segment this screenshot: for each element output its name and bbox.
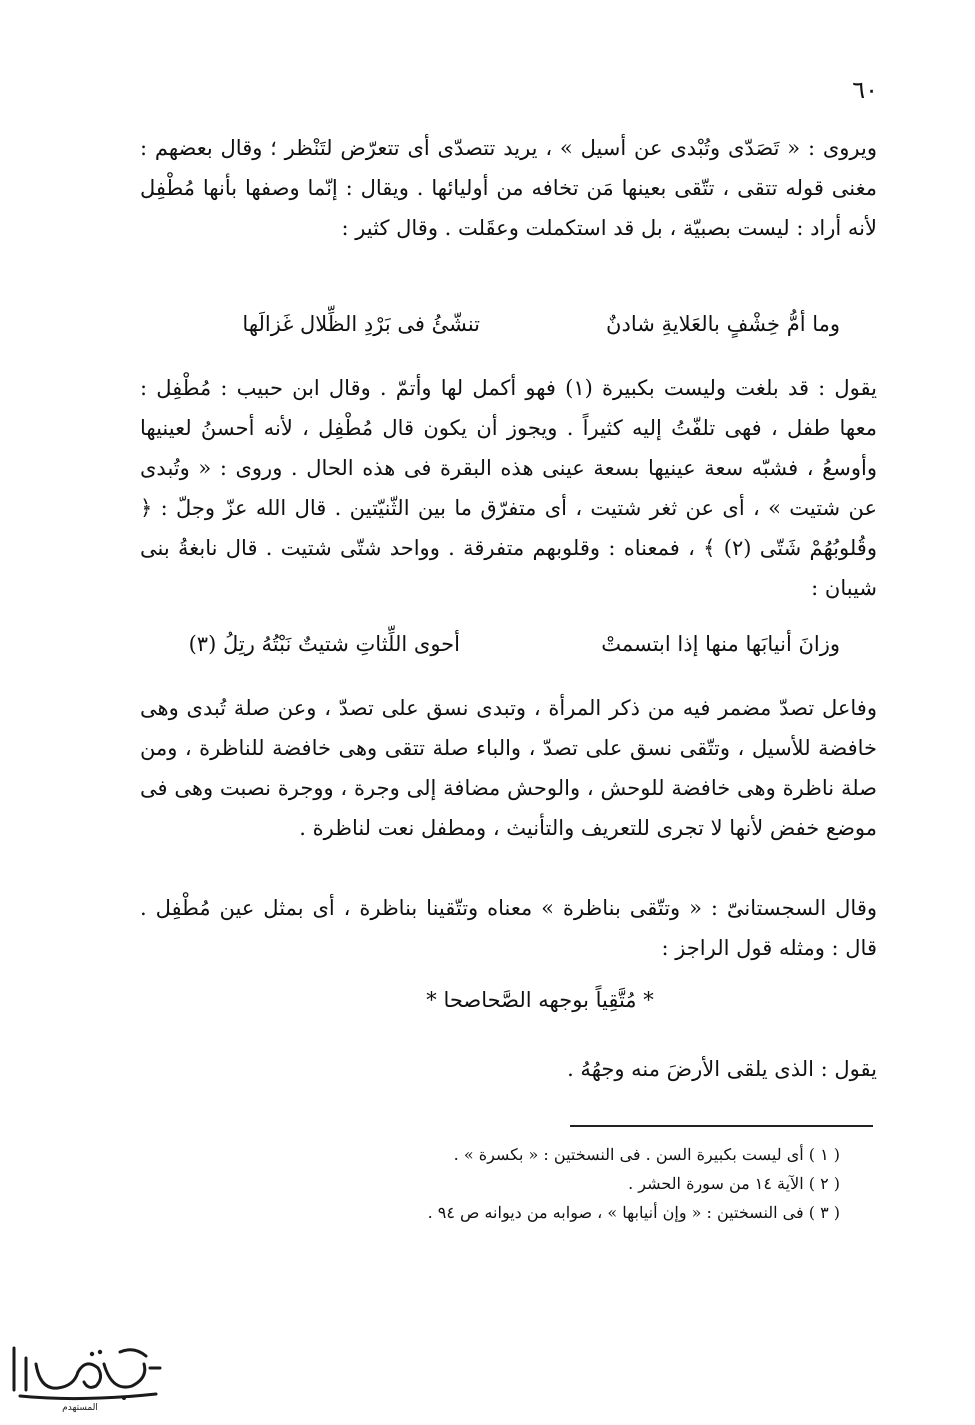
footnote-3: ( ٣ ) فى النسختين : « وإن أنيابها » ، صوابه من ديوانه ص ٩٤ .	[427, 1203, 840, 1222]
footnotes	[330, 1140, 840, 1227]
page-number: ٦٠	[852, 76, 878, 104]
verse-1	[140, 312, 840, 348]
verse-2-second-hemistich: أحوى اللِّثاتِ شتيتٌ نَبْتُهُ رتِلُ (٣)	[188, 632, 460, 656]
footnote-1: ( ١ ) أى ليست بكبيرة السن . فى النسختين : « بكسرة » .	[453, 1145, 840, 1164]
paragraph-5: يقول : الذى يلقى الأرضَ منه وجهُهُ .	[567, 1057, 877, 1081]
verse-2	[150, 632, 840, 668]
rajaz-verse: * مُتَّقِياً بوجهه الصَّحاصحا *	[426, 988, 654, 1012]
paragraph-3: وفاعل تصدّ مضمر فيه من ذكر المرأة ، وتبدى نسق على تصدّ ، وعن صلة تُبدى وهى خافضة للأسيل ، وتتّقى نسق على تصدّ ، والباء صلة تتقى وهى خافضة للناظرة ، ومن صلة ناظرة وهى خافضة للوحش ، والوحش مضافة إلى وجرة ، ووجرة نصبت وهى فى موضع خفض لأنها لا تجرى للتعريف والتأنيث ، ومطفل نعت لناظرة .	[140, 696, 877, 840]
verse-1-second-hemistich: تنشّئُ فى بَرْدِ الظِّلال غَزالَها	[242, 312, 480, 336]
verse-2-first-hemistich: وزانَ أنيابَها منها إذا ابتسمتْ	[601, 632, 840, 656]
footnote-2: ( ٢ ) الآية ١٤ من سورة الحشر .	[628, 1174, 840, 1193]
footnote-separator	[570, 1125, 873, 1127]
verse-1-first-hemistich: وما أمُّ خِشْفٍ بالعَلايةِ شادنٌ	[606, 312, 840, 336]
paragraph-1: ويروى : « تَصَدّى وتُبْدى عن أسيل » ، يريد تتصدّى أى تتعرّض لتَنْظر ؛ وقال بعضهم : مغنى قوله تتقى ، تتّقى بعينها مَن تخافه من أوليائها . ويقال : إنّما وصفها بأنها مُطْفِل لأنه أراد : ليست بصبيّة ، بل قد استكملت وعقَلت . وقال كثير :	[140, 136, 877, 240]
paragraph-4: وقال السجستانىّ : « وتتّقى بناظرة » معناه وتتّقينا بناظرة ، أى بمثل عين مُطْفِل . قال : ومثله قول الراجز :	[140, 896, 877, 960]
logo-label: المستهدم	[62, 1403, 98, 1413]
paragraph-2: يقول : قد بلغت وليست بكبيرة (١) فهو أكمل لها وأتمّ . وقال ابن حبيب : مُطْفِل : معها طفل ، فهى تلفّتُ إليه كثيراً . ويجوز أن يكون قال مُطْفِل ، لأنه أحسنُ لعينيها وأوسعُ ، فشبّه سعة عينيها بسعة عينى هذه البقرة فى هذه الحال . وروى : « وتُبدى عن شتيت » ، أى عن ثغر شتيت ، أى متفرّق ما بين الثّنيّتين . قال الله عزّ وجلّ : ﴿ وقُلوبُهُمْ شَتّى (٢) ﴾ ، فمعناه : وقلوبهم متفرقة . وواحد شتّى شتيت . قال نابغةُ بنى شيبان :	[140, 376, 877, 600]
calligraphy-logo-icon	[0, 1328, 170, 1413]
calligraphy-logo	[0, 1328, 170, 1413]
